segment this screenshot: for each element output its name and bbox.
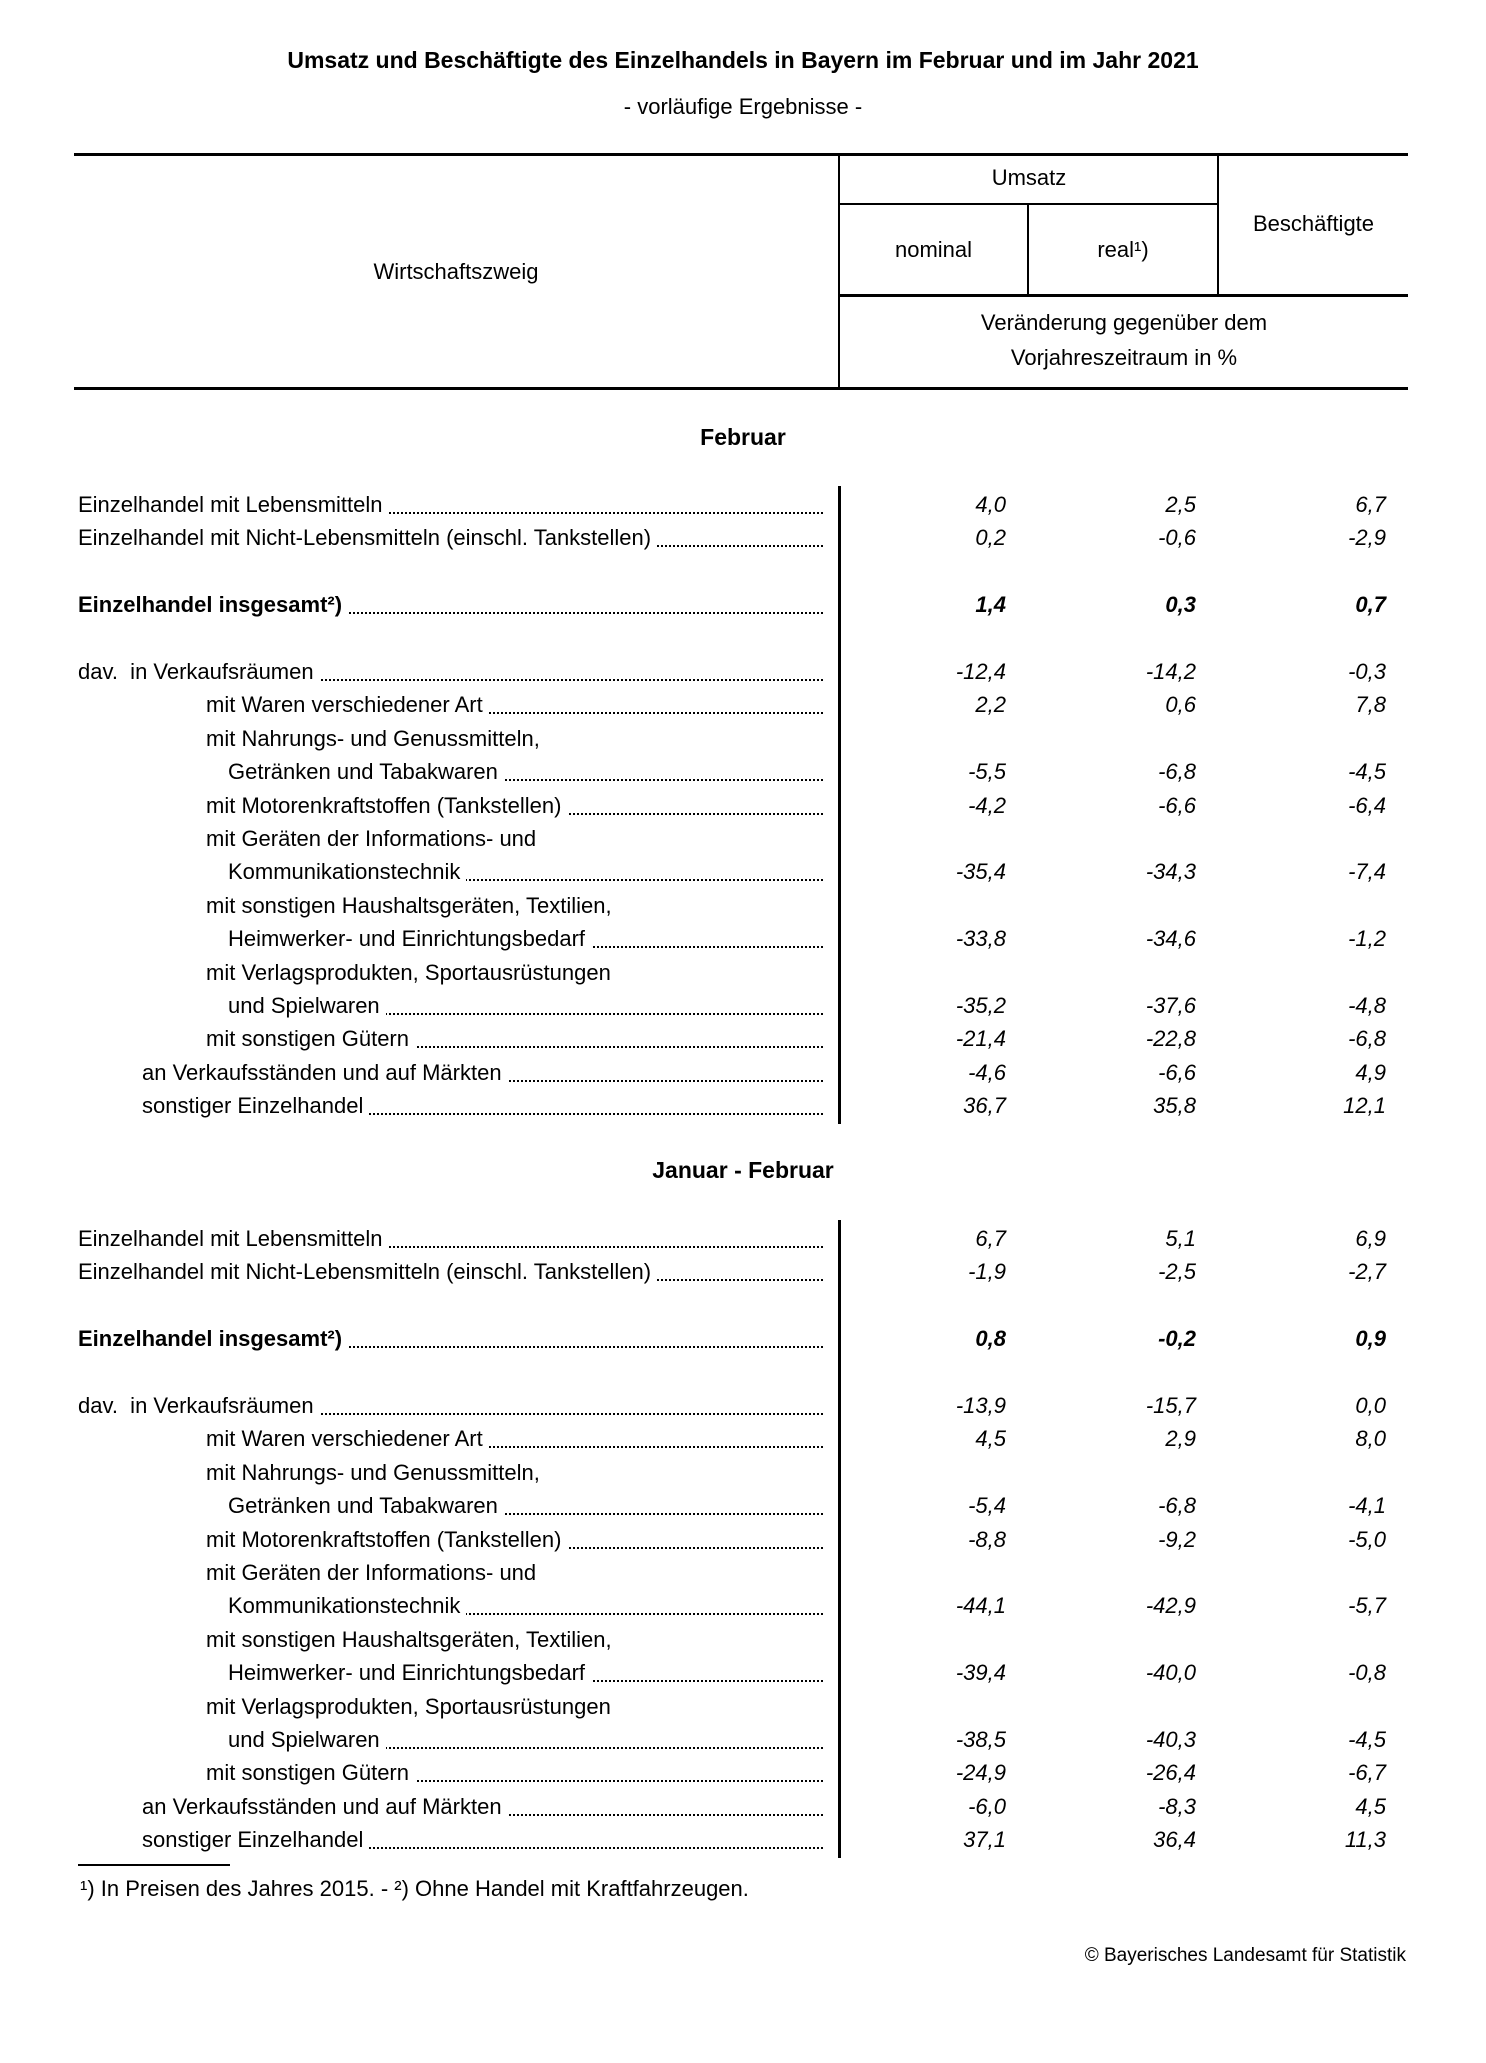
row-label [228, 1490, 823, 1522]
cell-beschaeftigte: -0,3 [1348, 659, 1386, 684]
cell-beschaeftigte: -5,7 [1348, 1593, 1386, 1618]
cell-real: -6,6 [1158, 793, 1196, 818]
cell-nominal: 4,5 [975, 1426, 1006, 1451]
cell-real: -2,5 [1158, 1259, 1196, 1284]
cell-beschaeftigte: 6,9 [1355, 1226, 1386, 1251]
row-label-text: Einzelhandel mit Lebensmitteln [78, 492, 389, 517]
cell-beschaeftigte: 4,9 [1355, 1060, 1386, 1085]
cell-beschaeftigte: -2,9 [1348, 525, 1386, 550]
cell-nominal: -8,8 [968, 1527, 1006, 1552]
cell-real: -6,6 [1158, 1060, 1196, 1085]
cell-real: 36,4 [1153, 1827, 1196, 1852]
row-label [206, 790, 823, 822]
row-label-text: an Verkaufsständen und auf Märkten [142, 1794, 508, 1819]
table-row [0, 923, 1486, 955]
row-label [206, 1524, 823, 1556]
section-title: Februar [700, 424, 786, 450]
cell-beschaeftigte: 0,9 [1355, 1326, 1386, 1351]
row-label-text: Getränken und Tabakwaren [228, 1493, 504, 1518]
row-label-text: Heimwerker- und Einrichtungsbedarf [228, 926, 591, 951]
row-label [206, 1691, 823, 1723]
row-label [206, 1457, 823, 1489]
row-label-text: Einzelhandel insgesamt²) [78, 1326, 348, 1351]
cell-real: -6,8 [1158, 759, 1196, 784]
cell-nominal: 0,2 [975, 525, 1006, 550]
row-label-text: sonstiger Einzelhandel [142, 1093, 369, 1118]
cell-beschaeftigte: -4,5 [1348, 1727, 1386, 1752]
row-label-text: Kommunikationstechnik [228, 1593, 466, 1618]
row-label-text: Einzelhandel insgesamt²) [78, 592, 348, 617]
cell-real: -40,3 [1145, 1727, 1196, 1752]
table-row [0, 957, 1486, 989]
row-label-text: sonstiger Einzelhandel [142, 1827, 369, 1852]
cell-beschaeftigte: 8,0 [1355, 1426, 1386, 1451]
row-label [228, 756, 823, 788]
row-label-text: mit Nahrungs- und Genussmitteln, [206, 726, 546, 751]
table-row [0, 790, 1486, 822]
top-rule [74, 153, 1408, 156]
table-row [0, 1323, 1486, 1355]
row-label-text: mit Geräten der Informations- und [206, 1560, 542, 1585]
cell-beschaeftigte: -4,8 [1348, 993, 1386, 1018]
table-row [0, 856, 1486, 888]
cell-real: 0,3 [1165, 592, 1196, 617]
table-row [0, 1757, 1486, 1789]
row-label-text: mit Verlagsprodukten, Sportausrüstungen [206, 1694, 617, 1719]
header-bottom-rule [74, 387, 1408, 390]
row-label [142, 1057, 823, 1089]
row-label-text: mit Verlagsprodukten, Sportausrüstungen [206, 960, 617, 985]
row-label [78, 1323, 823, 1355]
cell-real: -0,2 [1158, 1326, 1196, 1351]
cell-real: -37,6 [1145, 993, 1196, 1018]
copyright: © Bayerisches Landesamt für Statistik [1084, 1945, 1406, 1966]
cell-real: 2,5 [1165, 492, 1196, 517]
row-label-text: mit Motorenkraftstoffen (Tankstellen) [206, 1527, 567, 1552]
cell-nominal: -38,5 [955, 1727, 1006, 1752]
cell-nominal: 1,4 [975, 592, 1006, 617]
cell-beschaeftigte: -2,7 [1348, 1259, 1386, 1284]
table-row [0, 1791, 1486, 1823]
row-label [142, 1791, 823, 1823]
row-label-text: dav. in Verkaufsräumen [78, 1393, 320, 1418]
header-umsatz: Umsatz [991, 165, 1067, 190]
cell-beschaeftigte: -4,5 [1348, 759, 1386, 784]
table-row [0, 1590, 1486, 1622]
cell-real: -34,3 [1145, 859, 1196, 884]
cell-nominal: -5,5 [968, 759, 1006, 784]
cell-real: 5,1 [1165, 1226, 1196, 1251]
header-beschaeftigte: Beschäftigte [1252, 211, 1375, 236]
cell-beschaeftigte: 0,0 [1355, 1393, 1386, 1418]
cell-nominal: -4,6 [968, 1060, 1006, 1085]
table-row [0, 1023, 1486, 1055]
cell-real: -14,2 [1145, 659, 1196, 684]
cell-nominal: -13,9 [955, 1393, 1006, 1418]
row-label [206, 1624, 823, 1656]
row-label-text: an Verkaufsständen und auf Märkten [142, 1060, 508, 1085]
cell-nominal: 4,0 [975, 492, 1006, 517]
table-row [0, 522, 1486, 554]
row-label [206, 1557, 823, 1589]
row-label [78, 1223, 823, 1255]
header-unit-line1: Veränderung gegenüber dem [980, 310, 1268, 335]
cell-nominal: 6,7 [975, 1226, 1006, 1251]
row-label-text: und Spielwaren [228, 1727, 386, 1752]
row-label-text: Kommunikationstechnik [228, 859, 466, 884]
row-label [228, 856, 823, 888]
table-title: Umsatz und Beschäftigte des Einzelhandels in Bayern im Februar und im Jahr 2021 [287, 47, 1199, 73]
row-label [78, 489, 823, 521]
cell-beschaeftigte: 12,1 [1343, 1093, 1386, 1118]
cell-real: -0,6 [1158, 525, 1196, 550]
section-title: Januar - Februar [652, 1157, 834, 1183]
cell-nominal: -1,9 [968, 1259, 1006, 1284]
cell-real: 0,6 [1165, 692, 1196, 717]
table-row [0, 689, 1486, 721]
cell-nominal: -35,4 [955, 859, 1006, 884]
table-row [0, 1457, 1486, 1489]
row-label-text: mit sonstigen Haushaltsgeräten, Textilien, [206, 1627, 618, 1652]
row-label [206, 890, 823, 922]
cell-nominal: -35,2 [955, 993, 1006, 1018]
cell-nominal: -33,8 [955, 926, 1006, 951]
table-row [0, 1824, 1486, 1856]
row-label-text: mit Geräten der Informations- und [206, 826, 542, 851]
table-row [0, 1223, 1486, 1255]
cell-real: 2,9 [1165, 1426, 1196, 1451]
cell-nominal: -4,2 [968, 793, 1006, 818]
row-label [206, 723, 823, 755]
cell-beschaeftigte: -5,0 [1348, 1527, 1386, 1552]
table-row [0, 1090, 1486, 1122]
row-label [78, 522, 823, 554]
row-label [78, 589, 823, 621]
row-label-text: dav. in Verkaufsräumen [78, 659, 320, 684]
row-label [206, 689, 823, 721]
row-label [228, 1724, 823, 1756]
table-row [0, 890, 1486, 922]
table-row [0, 1724, 1486, 1756]
header-unit-line2: Vorjahreszeitraum in % [1010, 345, 1238, 370]
cell-nominal: -5,4 [968, 1493, 1006, 1518]
table-row [0, 1557, 1486, 1589]
row-label [78, 1390, 823, 1422]
table-row [0, 990, 1486, 1022]
cell-real: -22,8 [1145, 1026, 1196, 1051]
row-label [206, 1757, 823, 1789]
row-label-text: mit sonstigen Gütern [206, 1026, 415, 1051]
cell-real: -15,7 [1145, 1393, 1196, 1418]
row-label [228, 923, 823, 955]
cell-beschaeftigte: -6,7 [1348, 1760, 1386, 1785]
row-label [228, 1590, 823, 1622]
row-label [228, 1657, 823, 1689]
row-label [206, 1423, 823, 1455]
row-label-text: mit Waren verschiedener Art [206, 1426, 489, 1451]
table-row [0, 1624, 1486, 1656]
cell-real: -42,9 [1145, 1593, 1196, 1618]
table-row [0, 1524, 1486, 1556]
row-label-text: Getränken und Tabakwaren [228, 759, 504, 784]
row-label-text: mit Motorenkraftstoffen (Tankstellen) [206, 793, 567, 818]
cell-beschaeftigte: 0,7 [1355, 592, 1386, 617]
cell-nominal: -24,9 [955, 1760, 1006, 1785]
table-row [0, 1390, 1486, 1422]
table-subtitle: - vorläufige Ergebnisse - [623, 94, 863, 119]
row-label [142, 1090, 823, 1122]
cell-nominal: -39,4 [955, 1660, 1006, 1685]
table-row [0, 656, 1486, 688]
cell-beschaeftigte: -1,2 [1348, 926, 1386, 951]
cell-real: -26,4 [1145, 1760, 1196, 1785]
cell-real: 35,8 [1153, 1093, 1196, 1118]
cell-beschaeftigte: -6,8 [1348, 1026, 1386, 1051]
header-nominal: nominal [894, 237, 973, 262]
cell-real: -8,3 [1158, 1794, 1196, 1819]
table-row [0, 589, 1486, 621]
row-label [206, 1023, 823, 1055]
row-label-text: mit sonstigen Haushaltsgeräten, Textilien, [206, 893, 618, 918]
table-row [0, 823, 1486, 855]
table-row [0, 1256, 1486, 1288]
cell-beschaeftigte: -6,4 [1348, 793, 1386, 818]
row-label-text: mit Nahrungs- und Genussmitteln, [206, 1460, 546, 1485]
row-label [228, 990, 823, 1022]
cell-real: -34,6 [1145, 926, 1196, 951]
cell-beschaeftigte: -0,8 [1348, 1660, 1386, 1685]
row-label-text: mit Waren verschiedener Art [206, 692, 489, 717]
cell-nominal: 37,1 [963, 1827, 1006, 1852]
table-row [0, 1423, 1486, 1455]
cell-nominal: 2,2 [975, 692, 1006, 717]
cell-beschaeftigte: 11,3 [1344, 1827, 1386, 1852]
cell-beschaeftigte: -4,1 [1348, 1493, 1386, 1518]
cell-nominal: -12,4 [955, 659, 1006, 684]
row-label-text: und Spielwaren [228, 993, 386, 1018]
table-row [0, 1057, 1486, 1089]
table-row [0, 489, 1486, 521]
footnote: ¹) In Preisen des Jahres 2015. - ²) Ohne Handel mit Kraftfahrzeugen. [80, 1876, 749, 1901]
row-label-text: Einzelhandel mit Nicht-Lebensmitteln (einschl. Tankstellen) [78, 525, 657, 550]
row-label [78, 656, 823, 688]
cell-nominal: 0,8 [975, 1326, 1006, 1351]
cell-nominal: -6,0 [968, 1794, 1006, 1819]
table-row [0, 1691, 1486, 1723]
header-wirtschaftszweig: Wirtschaftszweig [373, 259, 539, 284]
row-label-text: Einzelhandel mit Lebensmitteln [78, 1226, 389, 1251]
table-row [0, 756, 1486, 788]
row-label-text: Heimwerker- und Einrichtungsbedarf [228, 1660, 591, 1685]
footnote-rule [78, 1864, 230, 1866]
cell-beschaeftigte: -7,4 [1348, 859, 1386, 884]
row-label [78, 1256, 823, 1288]
umsatz-underline [839, 203, 1219, 205]
table-row [0, 723, 1486, 755]
cell-beschaeftigte: 7,8 [1355, 692, 1386, 717]
cell-real: -40,0 [1145, 1660, 1196, 1685]
cell-beschaeftigte: 6,7 [1355, 492, 1386, 517]
row-label-text: Einzelhandel mit Nicht-Lebensmitteln (einschl. Tankstellen) [78, 1259, 657, 1284]
row-label [206, 957, 823, 989]
cell-nominal: -21,4 [955, 1026, 1006, 1051]
cell-real: -9,2 [1158, 1527, 1196, 1552]
cell-nominal: 36,7 [963, 1093, 1006, 1118]
table-row [0, 1657, 1486, 1689]
row-label [206, 823, 823, 855]
cell-beschaeftigte: 4,5 [1355, 1794, 1386, 1819]
cell-nominal: -44,1 [955, 1593, 1006, 1618]
unit-rule [839, 294, 1408, 297]
header-real: real¹) [1097, 237, 1149, 262]
table-row [0, 1490, 1486, 1522]
row-label-text: mit sonstigen Gütern [206, 1760, 415, 1785]
cell-real: -6,8 [1158, 1493, 1196, 1518]
row-label [142, 1824, 823, 1856]
